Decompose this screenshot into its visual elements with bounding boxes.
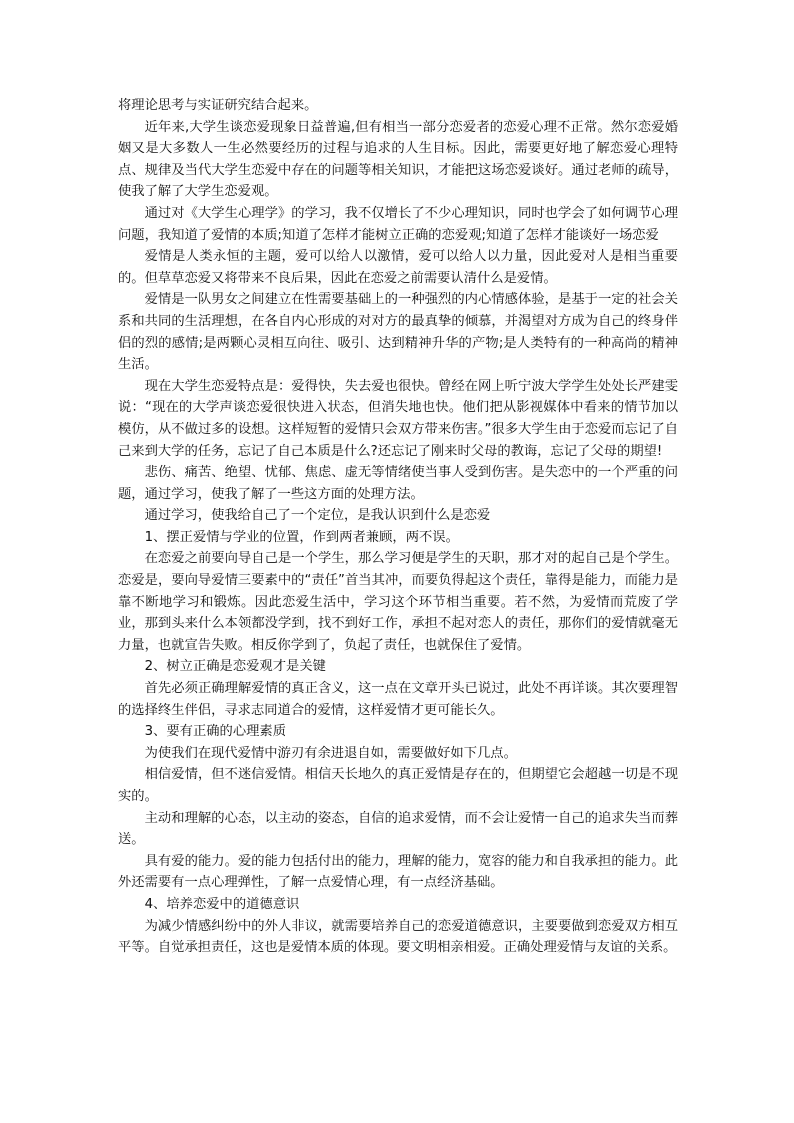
paragraph-student-love-traits: 现在大学生恋爱特点是：爱得快，失去爱也很快。曾经在网上听宁波大学学生处处长严建雯说：“现在的大学声谈恋爱很快进入状态，但消失地也快。他们把从影视媒体中看来的情节加以模仿，从不做过多的设想。这样短暂的爱情只会双方带来伤害。”很多大学生由于恋爱而忘记了自己来到大学的任务，忘记了自己本质是什么?还忘记了刚来时父母的教诲，忘记了父母的期望! xyxy=(118,378,678,459)
paragraph-continuation: 将理论思考与实证研究结合起来。 xyxy=(118,98,318,113)
paragraph-correct-view: 首先必须正确理解爱情的真正含义，这一点在文章开头已说过，此处不再详谈。其次要理智的选择终生伴侣，寻求志同道合的爱情，这样爱情才更可能长久。 xyxy=(118,681,678,718)
paragraph-intro: 近年来,大学生谈恋爱现象日益普遍,但有相当一部分恋爱者的恋爱心理不正常。然尔恋爱婚姻又是大多数人一生必然要经历的过程与追求的人生目标。因此，需要更好地了解恋爱心理特点、规律及当代大学生恋爱中存在的问题等相关知识，才能把这场恋爱谈好。通过老师的疏导，使我了解了大学生恋爱观。 xyxy=(118,119,678,200)
paragraph-initiative: 主动和理解的心态，以主动的姿态，自信的追求爱情，而不会让爱情一自己的追求失当而葬送。 xyxy=(118,810,678,848)
section-heading-1: 1、摆正爱情与学业的位置，作到两者兼顾，两不误。 xyxy=(144,529,459,545)
document-body xyxy=(118,95,678,959)
paragraph-moral-awareness: 为减少情感纠纷中的外人非议，就需要培养自己的恋爱道德意识，主要要做到恋爱双方相互平等。自觉承担责任，这也是爱情本质的体现。要文明相亲相爱。正确处理爱情与友谊的关系。 xyxy=(118,918,678,956)
paragraph-mindset-intro: 为使我们在现代爱情中游刃有余进退自如，需要做好如下几点。 xyxy=(144,745,517,761)
paragraph-heartbreak: 悲伤、痛苦、绝望、忧郁、焦虑、虚无等情绪使当事人受到伤害。是失恋中的一个严重的问题，通过学习，使我了解了一些这方面的处理方法。 xyxy=(118,465,678,502)
paragraph-course-learning: 通过对《大学生心理学》的学习，我不仅增长了不少心理知识，同时也学会了如何调节心理问题，我知道了爱情的本质;知道了怎样才能树立正确的恋爱观;知道了怎样才能谈好一场恋爱 xyxy=(118,205,678,243)
paragraph-love-theme: 爱情是人类永恒的主题，爱可以给人以激情，爱可以给人以力量，因此爱对人是相当重要的。但草草恋爱又将带来不良后果，因此在恋爱之前需要认清什么是爱情。 xyxy=(118,249,678,286)
section-heading-3: 3、要有正确的心理素质 xyxy=(144,724,287,740)
paragraph-love-definition: 爱情是一队男女之间建立在性需要基础上的一种强烈的内心情感体验，是基于一定的社会关系和共同的生活理想，在各自内心形成的对对方的最真挚的倾慕，并渴望对方成为自己的终身伴侣的烈的感情;是两颗心灵相互向往、吸引、达到精神升华的产物;是人类特有的一种高尚的精神生活。 xyxy=(118,292,678,373)
paragraph-ability-to-love: 具有爱的能力。爱的能力包括付出的能力，理解的能力，宽容的能力和自我承担的能力。此外还需要有一点心理弹性，了解一点爱情心理，有一点经济基础。 xyxy=(118,853,678,891)
section-heading-2: 2、树立正确是恋爱观才是关键 xyxy=(144,659,326,675)
paragraph-study-first: 在恋爱之前要向导自己是一个学生，那么学习便是学生的天职，那才对的起自己是个学生。恋爱是，要向导爱情三要素中的“责任”首当其冲，而要负得起这个责任，靠得是能力，而能力是靠不断地学习和锻炼。因此恋爱生活中，学习这个环节相当重要。若不然，为爱情而荒废了学业，那到头来什么本领都没学到，找不到好工作，承担不起对恋人的责任，那你们的爱情就毫无力量，也就宣告失败。相反你学到了，负起了责任，也就保住了爱情。 xyxy=(118,551,678,653)
paragraph-self-positioning: 通过学习，使我给自己了一个定位，是我认识到什么是恋爱 xyxy=(144,508,491,524)
section-heading-4: 4、培养恋爱中的道德意识 xyxy=(144,896,300,912)
paragraph-believe-love: 相信爱情，但不迷信爱情。相信天长地久的真正爱情是存在的，但期望它会超越一切是不现实的。 xyxy=(118,767,678,804)
